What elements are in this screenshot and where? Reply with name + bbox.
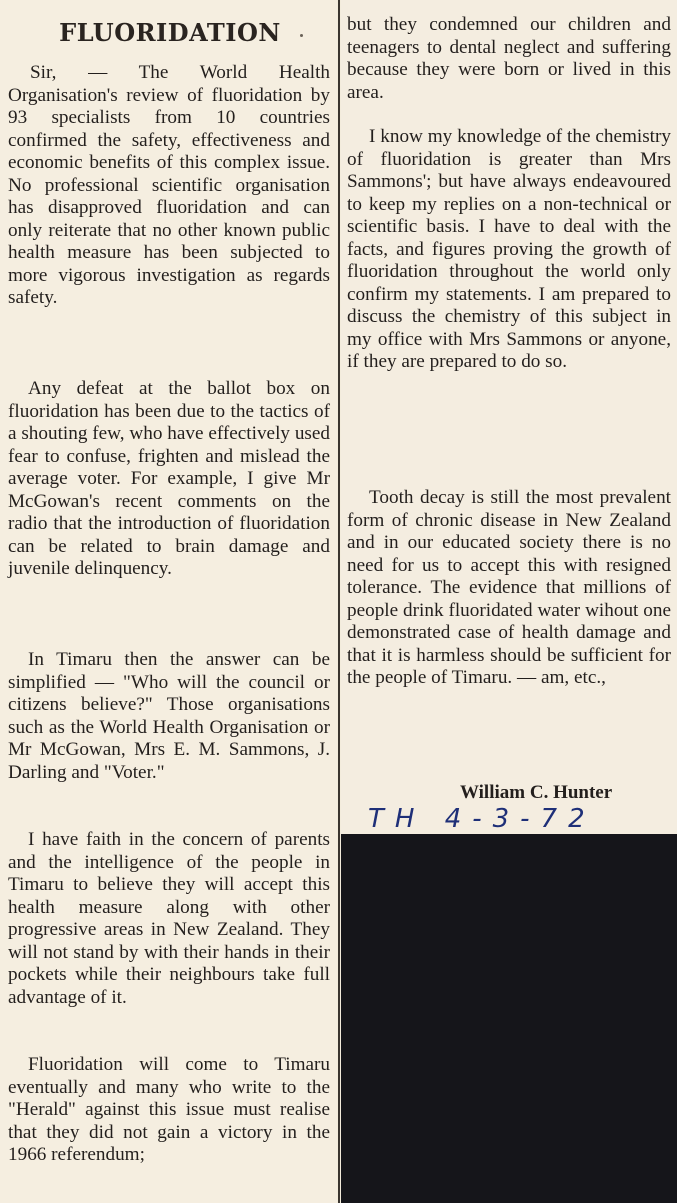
column-divider — [338, 0, 340, 1203]
paragraph-left-2: Any defeat at the ballot box on fluoridation has been due to the tactics of a shouting few, who have effectively used fear to confuse, frighten and mislead the average voter. For example, I give Mr McGowan's recent comments on the radio that the introduction of fluoridation can be related to brain damage and juvenile delinquency. — [8, 378, 330, 579]
headline: FLUORIDATION — [59, 18, 281, 47]
handwritten-date-note: TH 4-3-72 — [368, 804, 596, 834]
print-speck — [300, 34, 303, 37]
dark-background-area — [341, 834, 677, 1203]
paragraph-left-3: In Timaru then the answer can be simplified — "Who will the council or citizens believe?" Those organisations such as the World Health Organisation or Mr McGowan, Mrs E. M. Sammons, J. Darling and "Voter." — [8, 649, 330, 783]
paragraph-left-4: I have faith in the concern of parents and the intelligence of the people in Timaru to believe they will accept this health measure along with other progressive areas in New Zealand. They will not stand by with their hands in their pockets while their neighbours take full advantage of it. — [8, 829, 330, 1008]
paragraph-right-3: Tooth decay is still the most prevalent form of chronic disease in New Zealand and in our educated society there is no need for us to accept this with resigned tolerance. The evidence that millions of people drink fluoridated water wihout one demonstrated case of health damage and that it is harmless should be sufficient for the people of Timaru. — am, etc., — [347, 487, 671, 688]
paragraph-left-5: Fluoridation will come to Timaru eventually and many who write to the "Herald" against this issue must realise that they did not gain a victory in the 1966 referendum; — [8, 1054, 330, 1165]
paragraph-left-1: Sir, — The World Health Organisation's review of fluoridation by 93 specialists from 10 countries confirmed the safety, effectiveness and economic benefits of this complex issue. No professional scientific organisation has disapproved fluoridation and can only reiterate that no other known public health measure has been subjected to more vigorous investigation as regards safety. — [8, 62, 330, 308]
author-signature: William C. Hunter — [460, 782, 613, 803]
paragraph-right-2: I know my knowledge of the chemistry of fluoridation is greater than Mrs Sammons'; but have always endeavoured to keep my replies on a non-technical or scientific basis. I have to deal with the facts, and figures proving the growth of fluoridation throughout the world only confirm my statements. I am prepared to discuss the chemistry of this subject in my office with Mrs Sammons or anyone, if they are prepared to do so. — [347, 126, 671, 372]
paragraph-right-1: but they condemned our children and teenagers to dental neglect and suffering because they were born or lived in this area. — [347, 14, 671, 103]
